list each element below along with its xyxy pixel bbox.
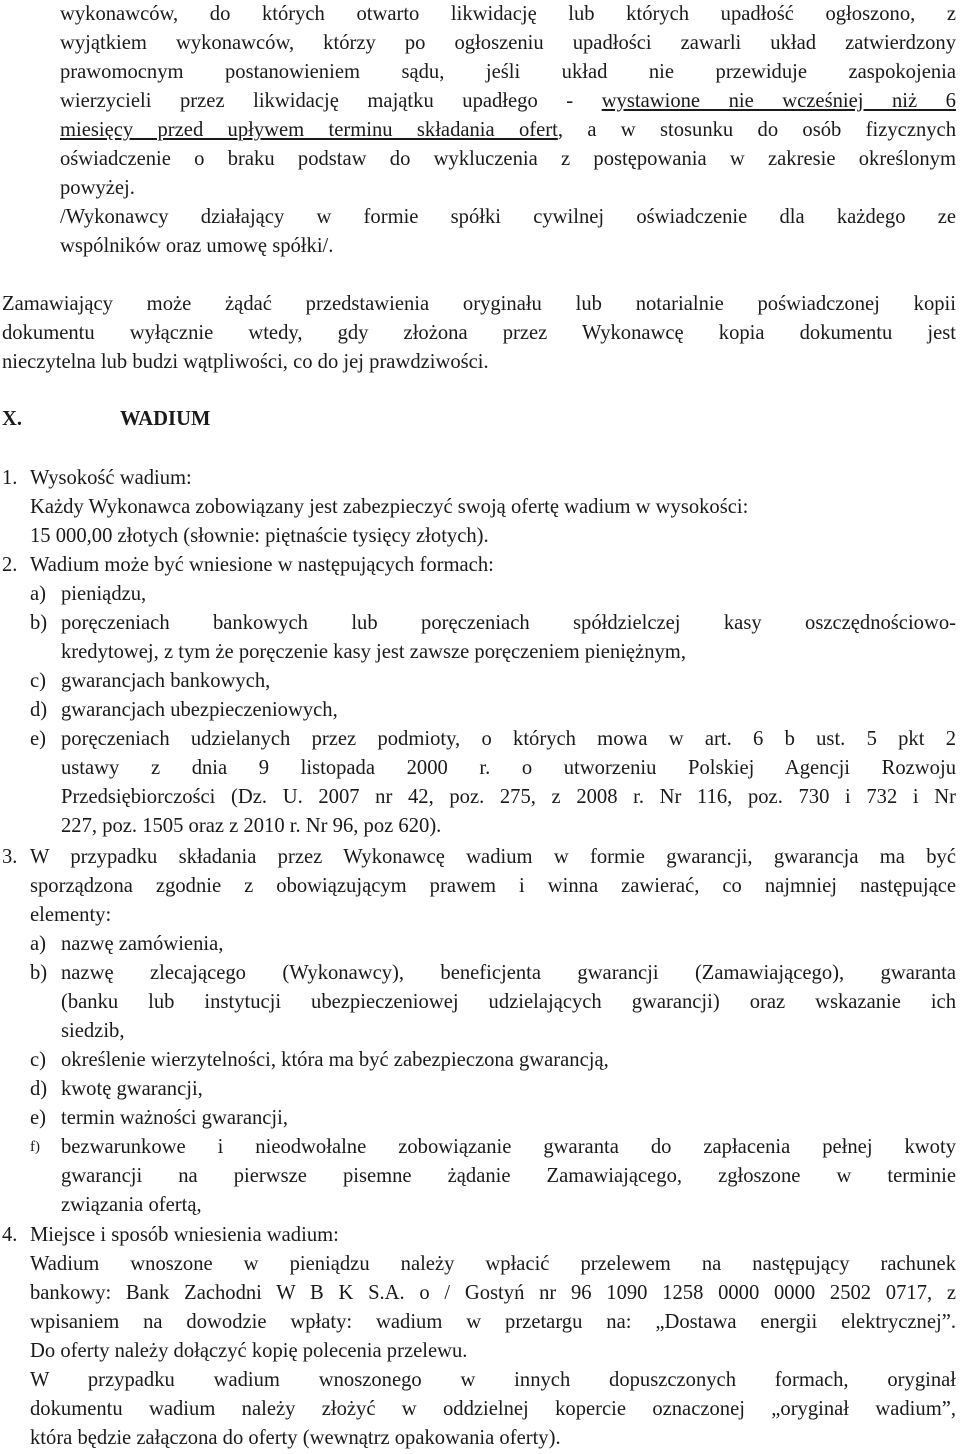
sub-text: pieniądzu, [61,583,147,605]
text-line: sporządzona zgodnie z obowiązującym prawem i winna zawierać, co najmniej następujące [30,875,956,897]
item-body [2,493,956,551]
sub-label: d) [30,699,48,721]
text-line: wpisaniem na dowodzie wpłaty: wadium w przetargu na: „Dostawa energii elektrycznej”. [30,1311,956,1333]
sub-list [2,580,956,841]
sub-item [30,1075,956,1104]
sub-text: termin ważności gwarancji, [61,1107,289,1129]
sub-text: poręczeniach bankowych lub poręczeniach spółdzielczej kasy oszczędnościowo- [61,612,956,634]
text-line: która będzie załączona do oferty (wewnątrz opakowania oferty). [30,1427,561,1449]
sub-item [30,1046,956,1075]
sub-text: kwotę gwarancji, [61,1078,203,1100]
text-span: , a w stosunku do osób fizycznych [557,119,956,141]
sub-label: c) [30,1049,46,1071]
item-number: 2. [2,554,18,576]
item-number: 1. [2,467,18,489]
sub-item [30,696,956,725]
item-heading [2,551,956,580]
text-line: wspólników oraz umowę spółki/. [60,235,334,257]
section-heading [2,405,210,434]
sub-text: 227, poz. 1505 oraz z 2010 r. Nr 96, poz 620). [61,815,442,837]
sub-text: kredytowej, z tym że poręczenie kasy jest zawsze poręczeniem pieniężnym, [61,641,686,663]
sub-label: f) [30,1139,40,1155]
text-line: W przypadku składania przez Wykonawcę wadium w formie gwarancji, gwarancja ma być [30,846,956,868]
text-line: Wadium wnoszone w pieniądzu należy wpłacić przelewem na następujący rachunek [30,1253,956,1275]
sub-text: poręczeniach udzielanych przez podmioty, o których mowa w art. 6 b ust. 5 pkt 2 [61,728,956,750]
sub-text: gwarancjach ubezpieczeniowych, [61,699,338,721]
underlined-text: wystawione nie wcześniej niż 6 [601,90,956,112]
text-line: Do oferty należy dołączyć kopię polecenia przelewu. [30,1340,468,1362]
sub-text: gwarancjach bankowych, [61,670,271,692]
item-title: Wysokość wadium: [30,467,192,489]
text-span: wierzycieli przez likwidację majątku upadłego - [60,90,602,112]
sub-item [30,930,956,959]
text-line: Każdy Wykonawca zobowiązany jest zabezpieczyć swoją ofertę wadium w wysokości: [30,496,749,518]
sub-label: a) [30,933,46,955]
text-line: bankowy: Bank Zachodni W B K S.A. o / Gostyń nr 96 1090 1258 0000 0000 2502 0717, z [30,1282,956,1304]
sub-label: e) [30,728,46,750]
sub-item [30,1133,956,1220]
sub-text: określenie wierzytelności, która ma być zabezpieczona gwarancją, [61,1049,609,1071]
text-line: 15 000,00 złotych (słownie: piętnaście tysięcy złotych). [30,525,489,547]
item-body [2,1250,956,1453]
text-line: dokumentu wadium należy złożyć w oddzielnej kopercie oznaczonej „oryginał wadium”, [30,1398,956,1420]
text-line [60,87,956,116]
sub-item [30,580,956,609]
item-heading [2,843,956,930]
text-line [60,116,956,145]
paragraph-original-document-request [2,290,956,377]
item-heading [2,1221,956,1250]
text-line: Zamawiający może żądać przedstawienia oryginału lub notarialnie poświadczonej kopii [2,293,956,315]
sub-text: bezwarunkowe i nieodwołalne zobowiązanie gwaranta do zapłacenia pełnej kwoty [61,1136,956,1158]
list-item-2 [2,551,956,841]
item-heading [2,464,956,493]
sub-text: nazwę zamówienia, [61,933,224,955]
list-item-3 [2,843,956,1220]
sub-item [30,609,956,667]
sub-text: siedzib, [61,1020,125,1042]
sub-item [30,959,956,1046]
sub-item [30,1104,956,1133]
text-line: dokumentu wyłącznie wtedy, gdy złożona przez Wykonawcę kopia dokumentu jest [2,322,956,344]
sub-text: gwarancji na pierwsze pisemne żądanie Zamawiającego, zgłoszone w terminie [61,1165,956,1187]
sub-list [2,930,956,1220]
sub-text: (banku lub instytucji ubezpieczeniowej udzielających gwarancji) oraz wskazanie ich [61,991,956,1013]
sub-text: związania ofertą, [61,1194,202,1216]
underlined-text: miesięcy przed upływem terminu składania ofert [60,119,558,141]
sub-item [30,725,956,841]
list-item-1 [2,464,956,551]
item-number: 3. [2,846,18,868]
text-line: oświadczenie o braku podstaw do wykluczenia z postępowania w zakresie określonym [60,148,956,170]
text-line: W przypadku wadium wnoszonego w innych dopuszczonych formach, oryginał [30,1369,956,1391]
paragraph-exclusion-statement [60,0,956,261]
text-line: powyżej. [60,177,135,199]
item-title: Miejsce i sposób wniesienia wadium: [30,1224,339,1246]
sub-label: b) [30,612,48,634]
sub-label: e) [30,1107,46,1129]
sub-label: d) [30,1078,48,1100]
sub-text: nazwę zlecającego (Wykonawcy), beneficjenta gwarancji (Zamawiającego), gwaranta [61,962,956,984]
section-number: X. [2,408,23,430]
sub-label: b) [30,962,48,984]
item-number: 4. [2,1224,18,1246]
text-line: prawomocnym postanowieniem sądu, jeśli układ nie przewiduje zaspokojenia [60,61,956,83]
text-line: elementy: [30,904,112,926]
section-title: WADIUM [120,408,211,430]
text-line: wykonawców, do których otwarto likwidację lub których upadłość ogłoszono, z [60,3,956,25]
sub-text: ustawy z dnia 9 listopada 2000 r. o utworzeniu Polskiej Agencji Rozwoju [61,757,956,779]
text-line: /Wykonawcy działający w formie spółki cywilnej oświadczenie dla każdego ze [60,206,956,228]
item-title: Wadium może być wniesione w następujących formach: [30,554,494,576]
text-line: wyjątkiem wykonawców, którzy po ogłoszeniu upadłości zawarli układ zatwierdzony [60,32,956,54]
sub-label: a) [30,583,46,605]
sub-label: c) [30,670,46,692]
sub-item [30,667,956,696]
list-item-4 [2,1221,956,1453]
sub-text: Przedsiębiorczości (Dz. U. 2007 nr 42, poz. 275, z 2008 r. Nr 116, poz. 730 i 732 i Nr [61,786,956,808]
text-line: nieczytelna lub budzi wątpliwości, co do jej prawdziwości. [2,351,489,373]
